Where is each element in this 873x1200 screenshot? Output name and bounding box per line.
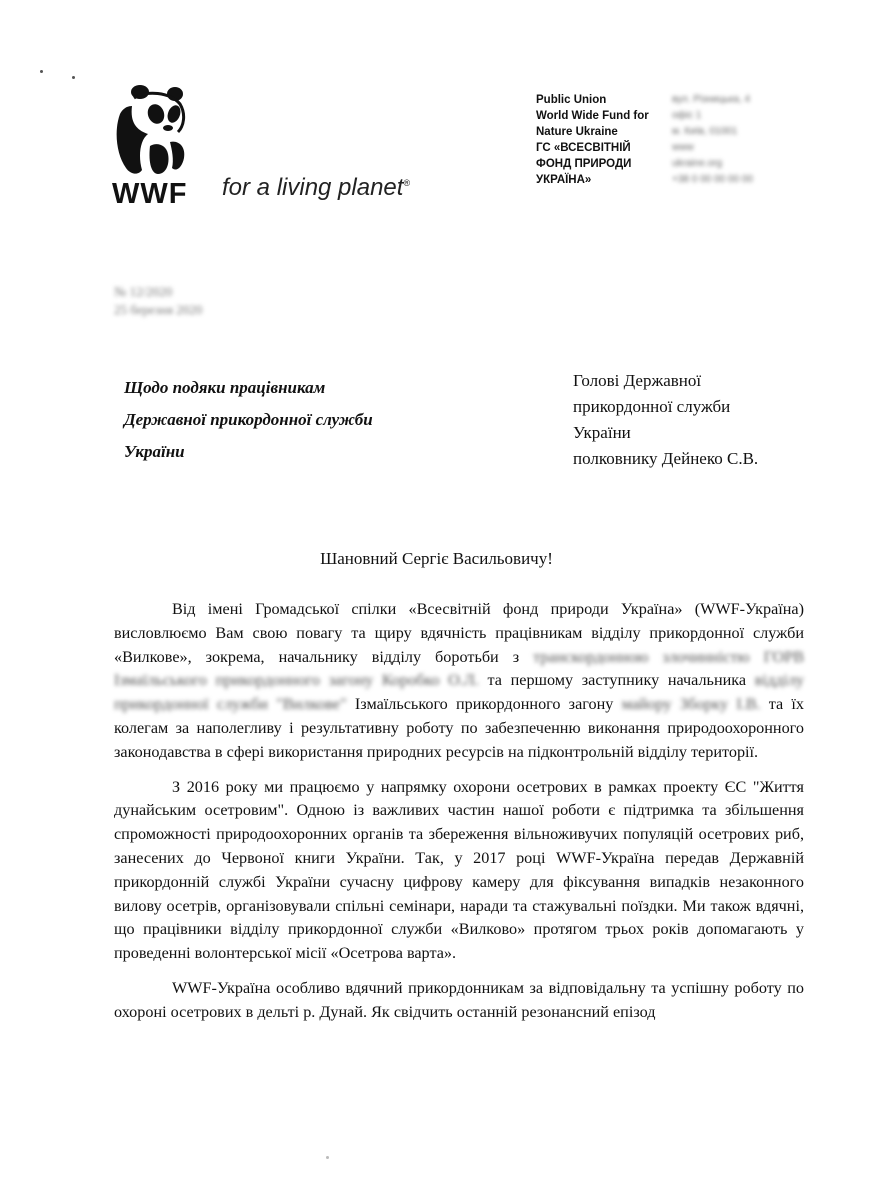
addressee-line: прикордонної служби <box>573 397 731 416</box>
address-line: www <box>672 142 694 153</box>
address-line: офіс 1 <box>672 110 702 121</box>
paragraph-text: та першому заступнику начальника <box>478 671 755 690</box>
org-line: Nature Ukraine <box>536 126 618 138</box>
reference-number: № 12/2020 <box>114 284 173 299</box>
subject-line: Державної прикордонної служби <box>124 410 373 429</box>
org-line: World Wide Fund for <box>536 110 649 122</box>
slogan-text: for a living planet <box>222 174 404 201</box>
addressee-block <box>573 368 833 472</box>
address-line: +38 0 00 00 00 00 <box>672 174 753 185</box>
redacted-text: майору Зборку І.В. <box>621 695 761 714</box>
reference-block <box>114 283 202 319</box>
paragraph-1 <box>114 598 804 765</box>
subject-line: України <box>124 442 185 461</box>
reference-date: 25 березня 2020 <box>114 302 203 317</box>
org-address-redacted <box>672 92 772 188</box>
org-line: УКРАЇНА» <box>536 174 592 186</box>
panda-icon <box>112 84 192 176</box>
scan-speck <box>40 70 43 73</box>
scan-speck <box>326 1156 329 1159</box>
letter-body <box>114 598 804 1036</box>
address-line: м. Київ, 01001 <box>672 126 738 137</box>
wwf-logo <box>112 84 204 211</box>
address-line: ukraine.org <box>672 158 723 169</box>
paragraph-text: Від імені Громадської спілки «Всесвітній фонд природи Україна» (WWF-Україна) висловлюємо Вам свою повагу та щиру вдячність працівникам відділу прикордонної служби «Вилкове», зокрема, начальнику відділу боротьби з <box>114 600 804 666</box>
scan-speck <box>72 76 75 79</box>
addressee-line: Голові Державної <box>573 371 702 390</box>
org-name-block <box>536 92 656 188</box>
wwf-wordmark: WWF <box>112 178 188 210</box>
paragraph-text: Ізмаїльського прикордонного загону <box>346 695 622 714</box>
paragraph-3: WWF-Україна особливо вдячний прикордонникам за відповідальну та успішну роботу по охороні осетрових в дельті р. Дунай. Як свідчить останній резонансний епізод <box>114 978 804 1021</box>
subject-line: Щодо подяки працівникам <box>124 378 326 397</box>
org-line: ФОНД ПРИРОДИ <box>536 158 632 170</box>
org-line: ГС «ВСЕСВІТНІЙ <box>536 142 631 154</box>
registered-mark: ® <box>403 178 411 188</box>
address-line: вул. Різницька, 4 <box>672 94 751 105</box>
salutation: Шановний Сергіє Васильовичу! <box>320 549 553 568</box>
org-line: Public Union <box>536 94 607 106</box>
paragraph-2: З 2016 року ми працюємо у напрямку охорони осетрових в рамках проекту ЄС "Життя дунайським осетровим". Одною із важливих частин нашої роботи є підтримка та збільшення спроможності природоохоронних органів та збереження вільноживучих популяцій осетрових риб, занесених до Червоної книги України. Так, у 2017 році WWF-Україна передав Державній прикордонній службі України сучасну цифрову камеру для фіксування випадків незаконного вилову осетрів, організовували спільні семінари, наради та стажувальні поїздки. Ми також вдячні, що працівники відділу прикордонної служби «Вилково» протягом трьох років допомагають у проведенні волонтерської місії «Осетрова варта». <box>114 777 804 963</box>
addressee-line: України <box>573 423 631 442</box>
paragraph-text: та їх колегам за наполегливу і результативну роботу по забезпеченню виконання природоохоронного законодавства в сфері використання природних ресурсів на підконтрольній відділу території. <box>114 695 805 761</box>
slogan <box>222 174 410 202</box>
addressee-line: полковнику Дейнеко С.В. <box>573 449 759 468</box>
redacted-text: транскордонною злочинністю ГОРВ Ізмаїльського прикордонного загону Коробко О.Л. <box>114 647 805 690</box>
redacted-text: відділу прикордонної служби "Вилкове" <box>114 671 804 714</box>
letter-subject <box>124 372 454 468</box>
